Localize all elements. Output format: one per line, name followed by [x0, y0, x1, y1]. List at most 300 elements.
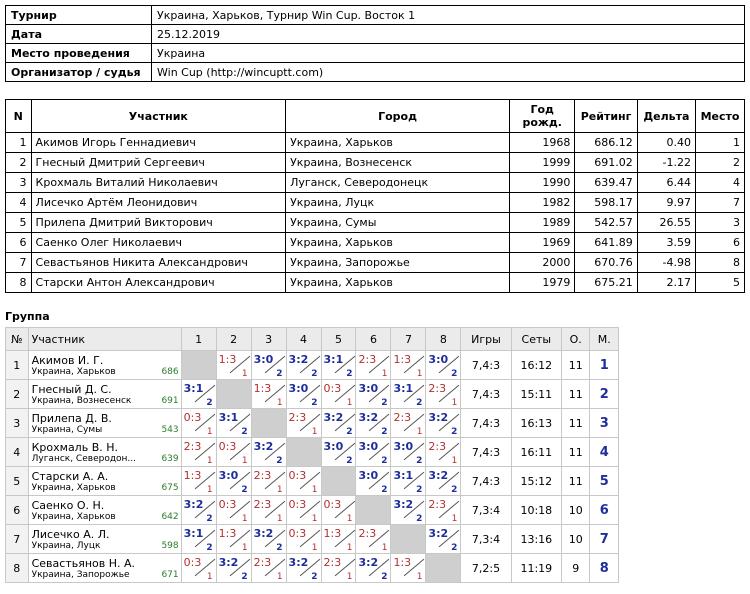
- info-row: [6, 63, 745, 82]
- match-points: 1: [311, 485, 318, 495]
- match-result-cell: [181, 554, 216, 583]
- group-header-games: Игры: [461, 328, 511, 351]
- players-header-cell: Дельта: [637, 100, 695, 133]
- match-points: 2: [451, 543, 458, 553]
- group-points: 11: [561, 409, 589, 438]
- player-cell: -1.22: [637, 153, 695, 173]
- group-player-city: Украина, Харьков: [31, 482, 116, 493]
- match-score: 3:2: [428, 527, 449, 540]
- players-header-cell: Рейтинг: [575, 100, 637, 133]
- match-result-cell: [321, 554, 356, 583]
- group-games: 7,4:3: [461, 409, 511, 438]
- player-cell: Акимов Игорь Геннадиевич: [31, 133, 286, 153]
- group-diagonal-cell: [356, 496, 391, 525]
- match-result-cell: [356, 409, 391, 438]
- match-score: 3:2: [428, 469, 449, 482]
- match-score: 2:3: [253, 556, 272, 569]
- group-player-name: Акимов И. Г.: [31, 353, 104, 367]
- match-result-cell: [181, 380, 216, 409]
- match-points: 2: [206, 398, 213, 408]
- player-cell: 1968: [509, 133, 574, 153]
- match-points: 2: [381, 398, 388, 408]
- group-header-sets: Сеты: [511, 328, 561, 351]
- player-cell: 1999: [509, 153, 574, 173]
- match-result-cell: [356, 554, 391, 583]
- match-points: 1: [311, 514, 318, 524]
- group-points: 11: [561, 438, 589, 467]
- player-cell: 6.44: [637, 173, 695, 193]
- player-cell: Гнесный Дмитрий Сергеевич: [31, 153, 286, 173]
- match-points: 2: [276, 456, 283, 466]
- group-place: 2: [590, 380, 619, 409]
- match-result-cell: [426, 380, 461, 409]
- player-cell: 2000: [509, 253, 574, 273]
- player-cell: 7: [696, 193, 745, 213]
- player-cell: 4: [6, 193, 32, 213]
- match-result-cell: [426, 351, 461, 380]
- player-cell: Украина, Харьков: [286, 273, 510, 293]
- player-cell: 675.21: [575, 273, 637, 293]
- player-cell: 1969: [509, 233, 574, 253]
- match-score: 0:3: [323, 498, 342, 511]
- player-row: [6, 193, 745, 213]
- player-cell: 3.59: [637, 233, 695, 253]
- match-result-cell: [391, 554, 426, 583]
- group-place: 4: [590, 438, 619, 467]
- match-points: 2: [276, 369, 283, 379]
- match-score: 3:2: [253, 440, 274, 453]
- match-score: 3:0: [218, 469, 239, 482]
- group-player: [28, 380, 181, 409]
- match-points: 1: [311, 427, 318, 437]
- match-score: 3:1: [183, 382, 204, 395]
- player-row: [6, 213, 745, 233]
- match-points: 2: [346, 427, 353, 437]
- info-key: Дата: [6, 25, 152, 44]
- players-header-row: [6, 100, 745, 133]
- group-player-name: Старски А. А.: [31, 469, 109, 483]
- match-points: 2: [276, 543, 283, 553]
- group-row: [6, 467, 619, 496]
- group-diagonal-cell: [286, 438, 321, 467]
- group-row: [6, 554, 619, 583]
- player-cell: 1989: [509, 213, 574, 233]
- match-score: 3:2: [288, 556, 309, 569]
- group-row-num: 5: [6, 467, 29, 496]
- player-cell: 5: [6, 213, 32, 233]
- match-result-cell: [216, 351, 251, 380]
- match-result-cell: [251, 554, 286, 583]
- match-result-cell: [356, 438, 391, 467]
- group-player-city: Украина, Харьков: [31, 511, 116, 522]
- group-sets: 13:16: [511, 525, 561, 554]
- match-score: 3:0: [288, 382, 309, 395]
- match-points: 1: [381, 369, 388, 379]
- match-score: 2:3: [288, 411, 307, 424]
- group-row: [6, 409, 619, 438]
- match-score: 3:2: [358, 411, 379, 424]
- match-score: 2:3: [428, 382, 447, 395]
- group-player-rating: 639: [161, 453, 179, 464]
- match-result-cell: [356, 351, 391, 380]
- match-points: 2: [241, 485, 248, 495]
- match-points: 2: [241, 427, 248, 437]
- group-diagonal-cell: [181, 351, 216, 380]
- group-sets: 16:13: [511, 409, 561, 438]
- group-player: [28, 438, 181, 467]
- match-result-cell: [391, 409, 426, 438]
- match-points: 1: [381, 543, 388, 553]
- match-result-cell: [321, 409, 356, 438]
- match-score: 3:1: [183, 527, 204, 540]
- group-player-meta: [32, 541, 181, 551]
- player-cell: 670.76: [575, 253, 637, 273]
- match-result-cell: [251, 380, 286, 409]
- match-points: 2: [381, 485, 388, 495]
- players-header-cell: Город: [286, 100, 510, 133]
- group-diagonal-cell: [321, 467, 356, 496]
- group-player: [28, 409, 181, 438]
- info-value: Win Cup (http://wincuptt.com): [152, 63, 745, 82]
- match-score: 3:2: [393, 498, 414, 511]
- player-cell: Украина, Запорожье: [286, 253, 510, 273]
- group-sets: 10:18: [511, 496, 561, 525]
- group-player: [28, 496, 181, 525]
- player-cell: 691.02: [575, 153, 637, 173]
- match-points: 1: [241, 514, 248, 524]
- match-score: 0:3: [218, 440, 237, 453]
- match-score: 3:0: [428, 353, 449, 366]
- group-place: 6: [590, 496, 619, 525]
- players-header-cell: Участник: [31, 100, 286, 133]
- group-player: [28, 554, 181, 583]
- group-games: 7,3:4: [461, 496, 511, 525]
- player-cell: 2.17: [637, 273, 695, 293]
- group-points: 9: [561, 554, 589, 583]
- match-result-cell: [391, 351, 426, 380]
- match-result-cell: [286, 554, 321, 583]
- group-header-col: 3: [251, 328, 286, 351]
- match-points: 1: [416, 369, 423, 379]
- match-points: 2: [241, 572, 248, 582]
- group-row: [6, 525, 619, 554]
- match-result-cell: [181, 409, 216, 438]
- group-header-col: 4: [286, 328, 321, 351]
- player-cell: -4.98: [637, 253, 695, 273]
- match-score: 3:1: [218, 411, 239, 424]
- group-player-rating: 675: [161, 482, 179, 493]
- player-cell: Украина, Харьков: [286, 233, 510, 253]
- group-player-rating: 691: [161, 395, 179, 406]
- match-points: 1: [451, 398, 458, 408]
- group-player-city: Украина, Запорожье: [31, 569, 130, 580]
- tournament-info-table: [5, 5, 745, 82]
- match-result-cell: [426, 496, 461, 525]
- group-row-num: 2: [6, 380, 29, 409]
- group-player: [28, 351, 181, 380]
- group-row-num: 3: [6, 409, 29, 438]
- group-place: 1: [590, 351, 619, 380]
- info-row: [6, 6, 745, 25]
- match-result-cell: [426, 409, 461, 438]
- match-points: 2: [206, 514, 213, 524]
- group-player-meta: [32, 512, 181, 522]
- players-header-cell: Место: [696, 100, 745, 133]
- match-points: 2: [416, 456, 423, 466]
- match-result-cell: [216, 467, 251, 496]
- match-points: 2: [381, 456, 388, 466]
- info-value: Украина: [152, 44, 745, 63]
- match-points: 1: [451, 514, 458, 524]
- match-points: 2: [416, 514, 423, 524]
- group-player-meta: [32, 425, 181, 435]
- match-points: 2: [451, 485, 458, 495]
- match-result-cell: [251, 525, 286, 554]
- group-row-num: 7: [6, 525, 29, 554]
- match-score: 3:0: [393, 440, 414, 453]
- match-points: 1: [346, 514, 353, 524]
- match-points: 2: [311, 572, 318, 582]
- players-header-cell: Год рожд.: [509, 100, 574, 133]
- match-points: 1: [276, 485, 283, 495]
- player-cell: 1: [696, 133, 745, 153]
- player-cell: 3: [696, 213, 745, 233]
- match-points: 1: [206, 485, 213, 495]
- match-result-cell: [356, 467, 391, 496]
- group-diagonal-cell: [391, 525, 426, 554]
- match-points: 1: [346, 572, 353, 582]
- player-row: [6, 133, 745, 153]
- match-points: 2: [381, 572, 388, 582]
- player-cell: 2: [696, 153, 745, 173]
- group-row: [6, 496, 619, 525]
- match-score: 2:3: [253, 498, 272, 511]
- match-points: 1: [206, 456, 213, 466]
- group-place: 3: [590, 409, 619, 438]
- group-crosstable: [5, 327, 619, 583]
- group-sets: 16:12: [511, 351, 561, 380]
- player-cell: 8: [696, 253, 745, 273]
- match-result-cell: [251, 496, 286, 525]
- match-result-cell: [286, 409, 321, 438]
- group-player-city: Украина, Харьков: [31, 366, 116, 377]
- player-cell: 0.40: [637, 133, 695, 153]
- info-key: Организатор / судья: [6, 63, 152, 82]
- group-player-meta: [32, 454, 181, 464]
- match-result-cell: [426, 438, 461, 467]
- group-header-place: М.: [590, 328, 619, 351]
- group-games: 7,4:3: [461, 351, 511, 380]
- match-points: 2: [206, 543, 213, 553]
- match-score: 0:3: [183, 556, 202, 569]
- match-result-cell: [286, 380, 321, 409]
- group-player-rating: 671: [161, 569, 179, 580]
- match-score: 2:3: [183, 440, 202, 453]
- match-score: 3:2: [358, 556, 379, 569]
- match-score: 3:0: [253, 353, 274, 366]
- match-result-cell: [251, 438, 286, 467]
- match-score: 0:3: [218, 498, 237, 511]
- match-result-cell: [181, 438, 216, 467]
- group-sets: 15:11: [511, 380, 561, 409]
- group-diagonal-cell: [216, 380, 251, 409]
- match-result-cell: [286, 467, 321, 496]
- group-player-name: Крохмаль В. Н.: [31, 440, 118, 454]
- player-cell: Украина, Сумы: [286, 213, 510, 233]
- player-cell: Крохмаль Виталий Николаевич: [31, 173, 286, 193]
- match-score: 0:3: [288, 527, 307, 540]
- info-row: [6, 44, 745, 63]
- match-result-cell: [286, 351, 321, 380]
- match-score: 3:2: [253, 527, 274, 540]
- player-cell: 598.17: [575, 193, 637, 213]
- match-score: 0:3: [288, 469, 307, 482]
- group-player-rating: 543: [161, 424, 179, 435]
- group-sets: 11:19: [511, 554, 561, 583]
- player-cell: 639.47: [575, 173, 637, 193]
- match-points: 1: [276, 398, 283, 408]
- player-cell: Севастьянов Никита Александрович: [31, 253, 286, 273]
- player-row: [6, 273, 745, 293]
- players-header-cell: N: [6, 100, 32, 133]
- group-points: 11: [561, 380, 589, 409]
- group-row-num: 6: [6, 496, 29, 525]
- match-result-cell: [216, 409, 251, 438]
- group-player-meta: [32, 396, 181, 406]
- group-title: Группа: [5, 310, 50, 323]
- match-result-cell: [216, 525, 251, 554]
- match-score: 3:1: [323, 353, 344, 366]
- player-cell: 542.57: [575, 213, 637, 233]
- match-score: 2:3: [323, 556, 342, 569]
- group-sets: 16:11: [511, 438, 561, 467]
- player-row: [6, 233, 745, 253]
- match-score: 3:0: [358, 440, 379, 453]
- group-games: 7,3:4: [461, 525, 511, 554]
- player-cell: Саенко Олег Николаевич: [31, 233, 286, 253]
- group-header-row: [6, 328, 619, 351]
- group-games: 7,2:5: [461, 554, 511, 583]
- player-cell: 1: [6, 133, 32, 153]
- match-result-cell: [286, 496, 321, 525]
- match-points: 1: [206, 427, 213, 437]
- match-result-cell: [426, 467, 461, 496]
- match-result-cell: [181, 467, 216, 496]
- group-player-name: Лисечко А. Л.: [31, 527, 110, 541]
- match-score: 3:2: [428, 411, 449, 424]
- match-result-cell: [216, 496, 251, 525]
- match-score: 3:2: [288, 353, 309, 366]
- match-result-cell: [321, 380, 356, 409]
- group-player-meta: [32, 483, 181, 493]
- match-points: 2: [346, 456, 353, 466]
- player-row: [6, 153, 745, 173]
- match-result-cell: [426, 525, 461, 554]
- match-result-cell: [391, 496, 426, 525]
- match-result-cell: [391, 380, 426, 409]
- group-player: [28, 467, 181, 496]
- info-value: 25.12.2019: [152, 25, 745, 44]
- group-points: 10: [561, 525, 589, 554]
- match-points: 1: [206, 572, 213, 582]
- player-cell: 686.12: [575, 133, 637, 153]
- player-cell: 1982: [509, 193, 574, 213]
- group-player: [28, 525, 181, 554]
- match-score: 3:2: [218, 556, 239, 569]
- match-score: 2:3: [428, 440, 447, 453]
- match-points: 2: [416, 398, 423, 408]
- match-points: 1: [416, 572, 423, 582]
- match-score: 1:3: [183, 469, 202, 482]
- group-points: 11: [561, 351, 589, 380]
- group-points: 11: [561, 467, 589, 496]
- group-player-city: Украина, Луцк: [31, 540, 101, 551]
- group-player-city: Украина, Вознесенск: [31, 395, 132, 406]
- match-result-cell: [181, 496, 216, 525]
- group-games: 7,4:3: [461, 438, 511, 467]
- info-value: Украина, Харьков, Турнир Win Cup. Восток 1: [152, 6, 745, 25]
- match-points: 1: [241, 369, 248, 379]
- group-player-meta: [32, 367, 181, 377]
- group-header-col: 1: [181, 328, 216, 351]
- match-score: 1:3: [323, 527, 342, 540]
- player-cell: Украина, Вознесенск: [286, 153, 510, 173]
- player-cell: Старски Антон Александрович: [31, 273, 286, 293]
- match-score: 1:3: [393, 353, 412, 366]
- player-cell: 4: [696, 173, 745, 193]
- player-cell: Луганск, Северодонецк: [286, 173, 510, 193]
- player-cell: 2: [6, 153, 32, 173]
- group-player-city: Луганск, Северодон...: [31, 453, 137, 464]
- match-score: 2:3: [428, 498, 447, 511]
- match-score: 3:2: [183, 498, 204, 511]
- match-points: 2: [311, 398, 318, 408]
- match-score: 3:0: [358, 382, 379, 395]
- match-result-cell: [321, 438, 356, 467]
- match-score: 2:3: [253, 469, 272, 482]
- group-row: [6, 380, 619, 409]
- group-diagonal-cell: [426, 554, 461, 583]
- group-place: 5: [590, 467, 619, 496]
- group-player-rating: 642: [161, 511, 179, 522]
- match-points: 2: [416, 485, 423, 495]
- player-cell: 6: [6, 233, 32, 253]
- player-cell: 26.55: [637, 213, 695, 233]
- match-points: 2: [311, 369, 318, 379]
- player-row: [6, 253, 745, 273]
- group-row-num: 4: [6, 438, 29, 467]
- group-row: [6, 351, 619, 380]
- group-player-rating: 686: [161, 366, 179, 377]
- players-table: [5, 99, 745, 293]
- match-result-cell: [251, 467, 286, 496]
- group-place: 7: [590, 525, 619, 554]
- group-header-points: О.: [561, 328, 589, 351]
- player-row: [6, 173, 745, 193]
- match-points: 2: [451, 369, 458, 379]
- info-key: Место проведения: [6, 44, 152, 63]
- group-points: 10: [561, 496, 589, 525]
- player-cell: 1990: [509, 173, 574, 193]
- match-points: 1: [276, 514, 283, 524]
- match-score: 3:1: [393, 382, 414, 395]
- match-result-cell: [286, 525, 321, 554]
- match-score: 2:3: [358, 353, 377, 366]
- group-player-name: Севастьянов Н. А.: [31, 556, 136, 570]
- match-result-cell: [391, 467, 426, 496]
- match-score: 2:3: [393, 411, 412, 424]
- group-player-rating: 598: [161, 540, 179, 551]
